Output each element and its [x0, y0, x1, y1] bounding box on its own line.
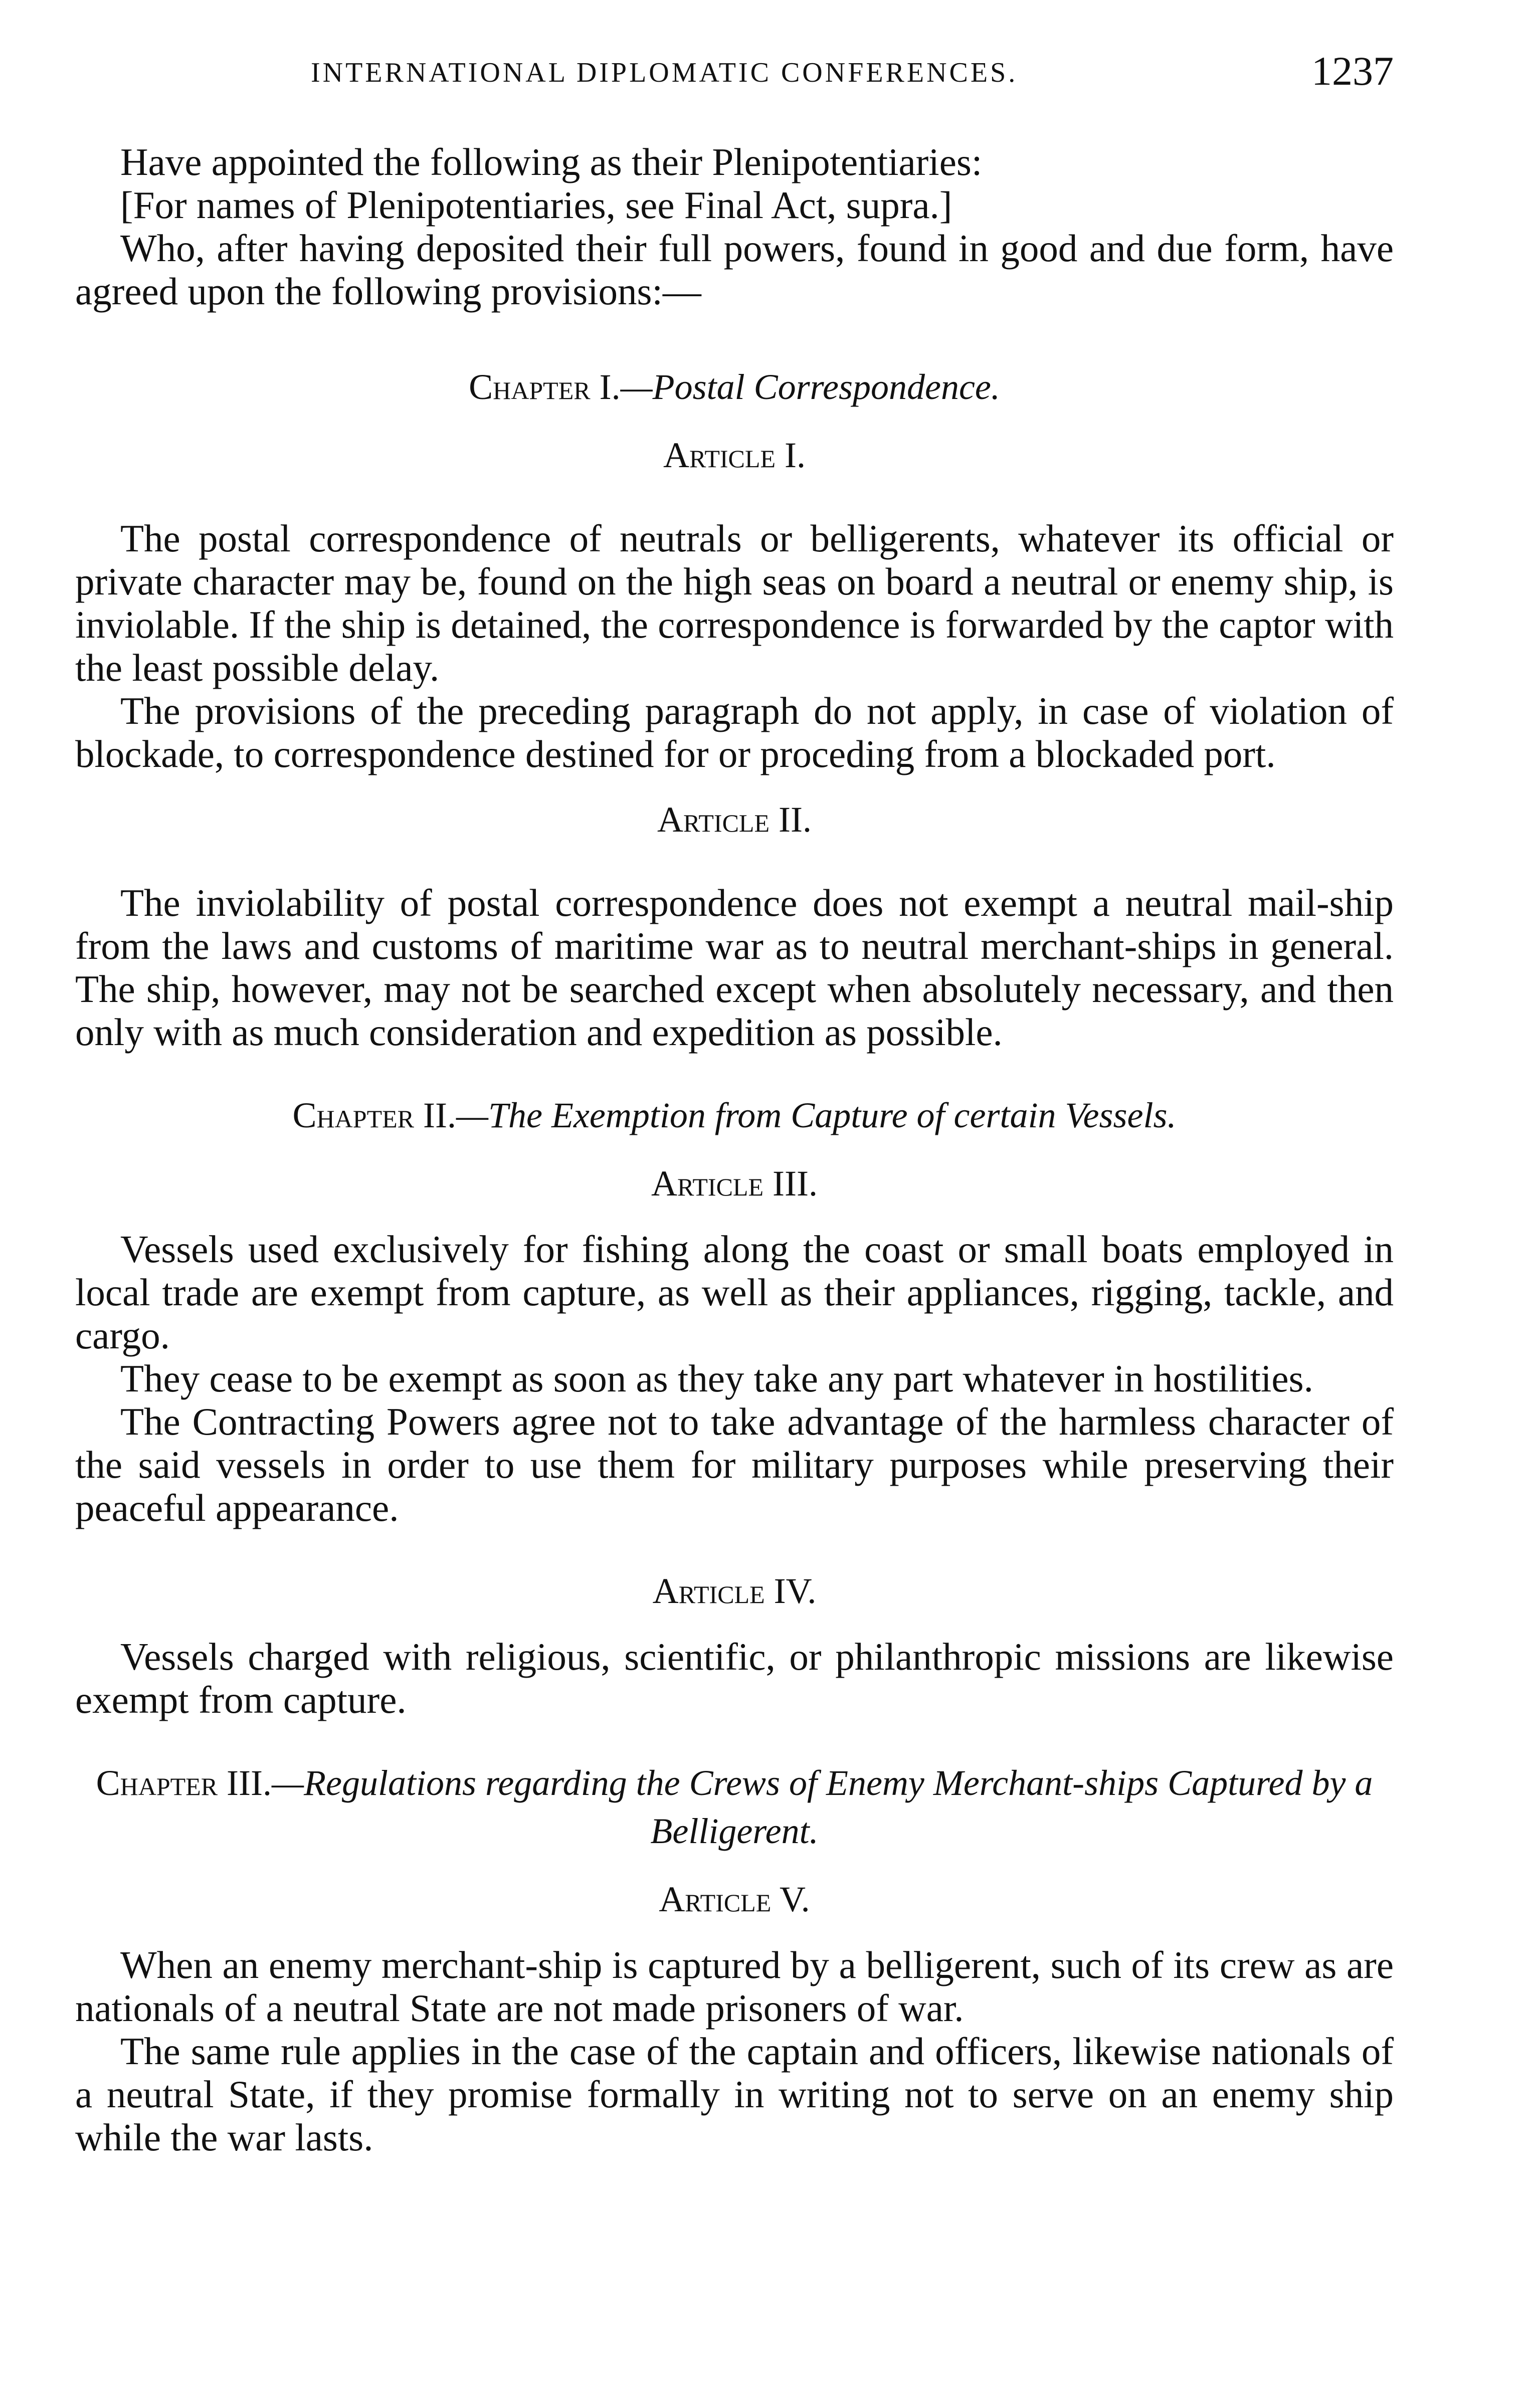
- chapter-title: —The Exemption from Capture of certain Vessels.: [456, 1095, 1177, 1135]
- article-paragraph: Vessels charged with religious, scientific, or philanthropic missions are likewise exempt from capture.: [75, 1635, 1394, 1721]
- chapter-label: Chapter III.: [96, 1763, 272, 1803]
- intro-paragraph: Have appointed the following as their Plenipotentiaries:: [120, 140, 983, 183]
- body-text: [75, 140, 1394, 2159]
- article-paragraph: The inviolability of postal correspondence does not exempt a neutral mail-ship from the laws and customs of maritime war as to neutral merchant-ships in general. The ship, however, may not be searched except when absolutely necessary, and then only with as much consideration and expedition as possible.: [75, 881, 1394, 1054]
- article-paragraph: The provisions of the preceding paragraph do not apply, in case of violation of blockade, to correspondence destined for or proceding from a blockaded port.: [75, 689, 1394, 775]
- chapter-heading: [75, 1759, 1394, 1855]
- chapter-title: —Regulations regarding the Crews of Enemy Merchant-ships Captured by a Belligerent.: [272, 1763, 1373, 1851]
- page-number: 1237: [1311, 48, 1394, 94]
- intro-paragraph: Who, after having deposited their full powers, found in good and due form, have agreed upon the following provisions:—: [75, 227, 1394, 313]
- article-heading: Article II.: [657, 799, 812, 840]
- article-heading: Article V.: [659, 1879, 810, 1919]
- chapter-label: Chapter I.: [469, 367, 621, 407]
- article-paragraph: Vessels used exclusively for fishing along the coast or small boats employed in local trade are exempt from capture, as well as their appliances, rigging, tackle, and cargo.: [75, 1228, 1394, 1357]
- article-paragraph: When an enemy merchant-ship is captured by a belligerent, such of its crew as are nationals of a neutral State are not made prisoners of war.: [75, 1943, 1394, 2030]
- chapter-title: —Postal Correspondence.: [620, 367, 1000, 407]
- article-heading: Article IV.: [652, 1571, 817, 1611]
- chapter-heading: [75, 363, 1394, 411]
- chapter-heading: [75, 1091, 1394, 1139]
- article-heading: Article III.: [651, 1163, 818, 1203]
- article-heading: Article I.: [663, 435, 806, 475]
- running-title: INTERNATIONAL DIPLOMATIC CONFERENCES.: [311, 57, 1018, 88]
- chapter-label: Chapter II.: [292, 1095, 456, 1135]
- article-paragraph: The same rule applies in the case of the captain and officers, likewise nationals of a neutral State, if they promise formally in writing not to serve on an enemy ship while the war lasts.: [75, 2030, 1394, 2159]
- intro-paragraph: [For names of Plenipotentiaries, see Final Act, supra.]: [120, 183, 952, 227]
- article-paragraph: The Contracting Powers agree not to take advantage of the harmless character of the said vessels in order to use them for military purposes while preserving their peaceful appearance.: [75, 1400, 1394, 1529]
- page-header: [75, 48, 1394, 108]
- article-paragraph: The postal correspondence of neutrals or belligerents, whatever its official or private character may be, found on the high seas on board a neutral or enemy ship, is inviolable. If the ship is detained, the correspondence is forwarded by the captor with the least possible delay.: [75, 517, 1394, 689]
- article-paragraph: They cease to be exempt as soon as they take any part whatever in hostilities.: [120, 1357, 1313, 1400]
